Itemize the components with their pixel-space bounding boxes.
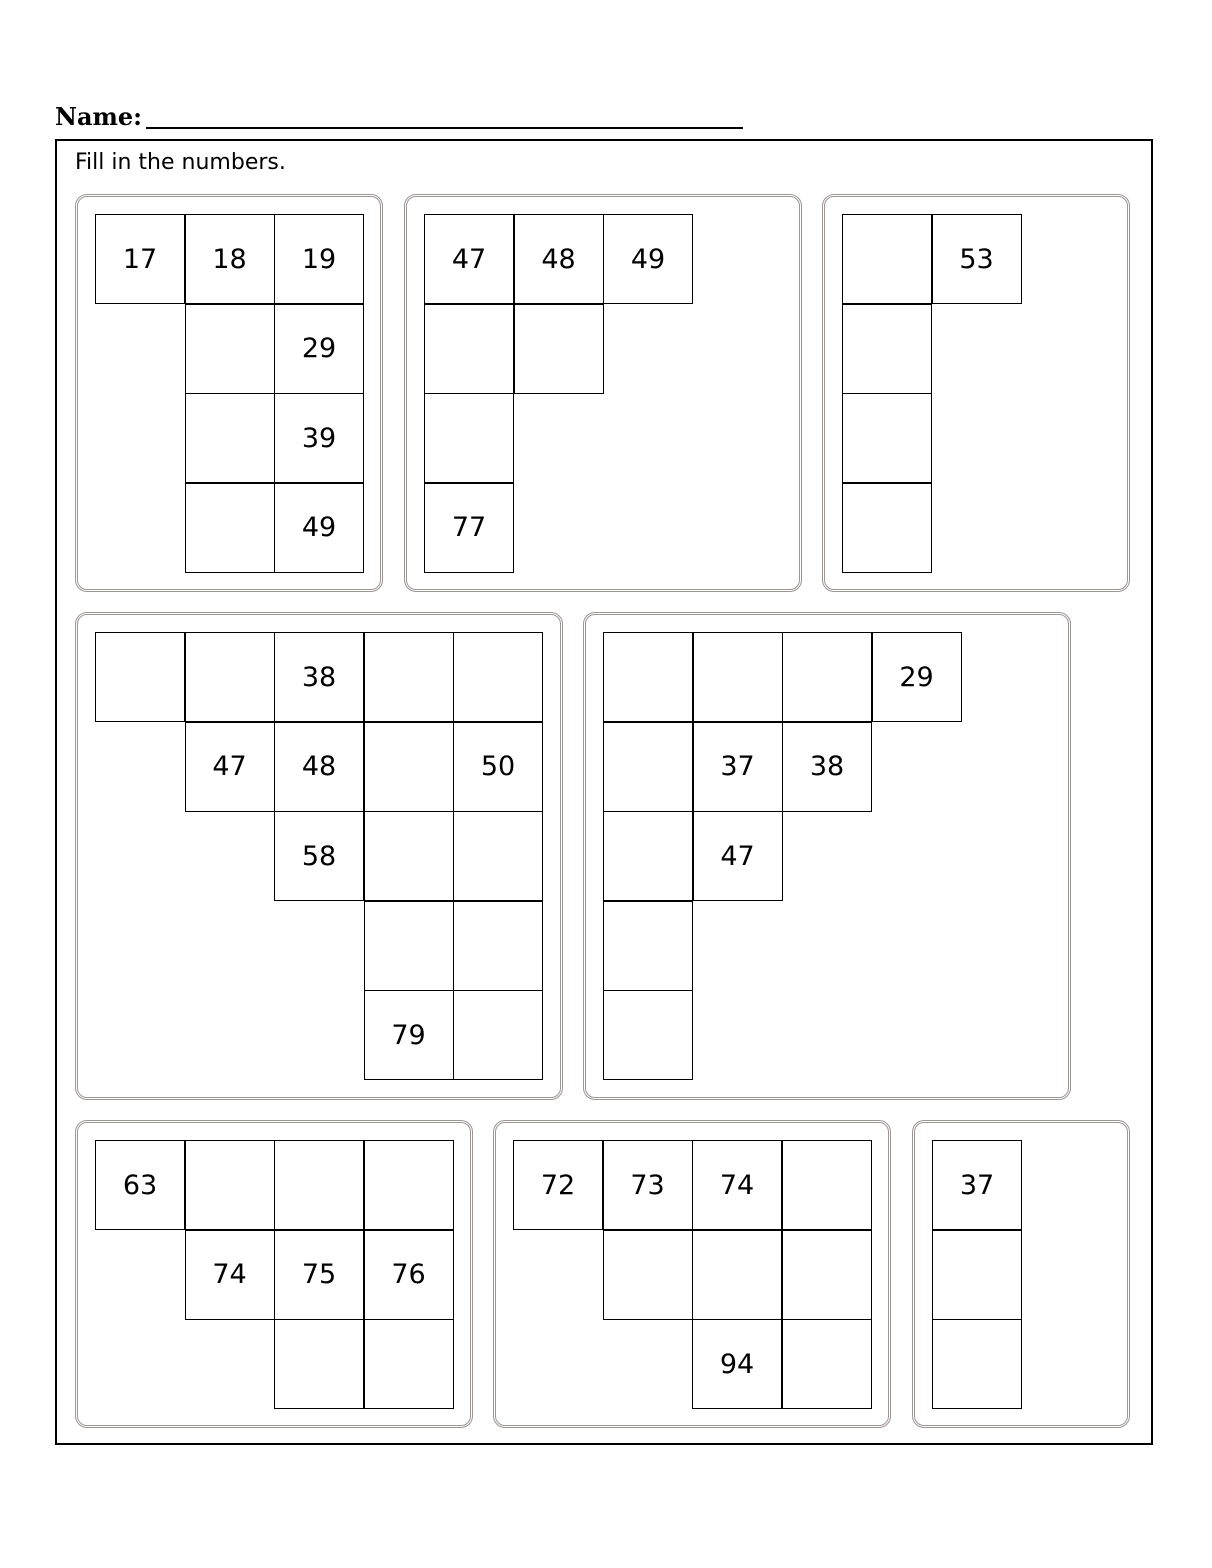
instructions: Fill in the numbers. bbox=[75, 150, 286, 175]
given-number-cell: 72 bbox=[513, 1140, 603, 1230]
blank-answer-cell[interactable] bbox=[424, 304, 514, 394]
blank-answer-cell[interactable] bbox=[842, 304, 932, 394]
given-number-cell: 17 bbox=[95, 214, 185, 304]
given-number-cell: 50 bbox=[453, 722, 543, 812]
blank-answer-cell[interactable] bbox=[185, 393, 275, 483]
blank-answer-cell[interactable] bbox=[364, 1140, 454, 1230]
blank-answer-cell[interactable] bbox=[453, 632, 543, 722]
given-number-cell: 37 bbox=[693, 722, 783, 812]
blank-answer-cell[interactable] bbox=[782, 1140, 872, 1230]
blank-answer-cell[interactable] bbox=[782, 1230, 872, 1320]
given-number-cell: 47 bbox=[424, 214, 514, 304]
given-number-cell: 29 bbox=[872, 632, 962, 722]
given-number-cell: 53 bbox=[932, 214, 1022, 304]
name-label: Name: bbox=[55, 102, 143, 131]
given-number-cell: 48 bbox=[274, 722, 364, 812]
blank-answer-cell[interactable] bbox=[453, 990, 543, 1080]
given-number-cell: 73 bbox=[603, 1140, 693, 1230]
given-number-cell: 58 bbox=[274, 811, 364, 901]
blank-answer-cell[interactable] bbox=[932, 1230, 1022, 1320]
blank-answer-cell[interactable] bbox=[603, 811, 693, 901]
blank-answer-cell[interactable] bbox=[603, 990, 693, 1080]
name-field-line[interactable] bbox=[146, 127, 743, 129]
blank-answer-cell[interactable] bbox=[842, 393, 932, 483]
blank-answer-cell[interactable] bbox=[842, 483, 932, 573]
blank-answer-cell[interactable] bbox=[932, 1319, 1022, 1409]
blank-answer-cell[interactable] bbox=[453, 811, 543, 901]
given-number-cell: 18 bbox=[185, 214, 275, 304]
given-number-cell: 75 bbox=[274, 1230, 364, 1320]
blank-answer-cell[interactable] bbox=[95, 632, 185, 722]
given-number-cell: 49 bbox=[603, 214, 693, 304]
given-number-cell: 49 bbox=[274, 483, 364, 573]
blank-answer-cell[interactable] bbox=[185, 1140, 275, 1230]
given-number-cell: 76 bbox=[364, 1230, 454, 1320]
blank-answer-cell[interactable] bbox=[693, 632, 783, 722]
blank-answer-cell[interactable] bbox=[274, 1319, 364, 1409]
given-number-cell: 38 bbox=[274, 632, 364, 722]
given-number-cell: 48 bbox=[514, 214, 604, 304]
given-number-cell: 37 bbox=[932, 1140, 1022, 1230]
blank-answer-cell[interactable] bbox=[274, 1140, 364, 1230]
name-row bbox=[55, 100, 755, 134]
blank-answer-cell[interactable] bbox=[692, 1230, 782, 1320]
blank-answer-cell[interactable] bbox=[364, 722, 454, 812]
given-number-cell: 19 bbox=[274, 214, 364, 304]
given-number-cell: 74 bbox=[185, 1230, 275, 1320]
blank-answer-cell[interactable] bbox=[782, 632, 872, 722]
given-number-cell: 38 bbox=[782, 722, 872, 812]
given-number-cell: 77 bbox=[424, 483, 514, 573]
given-number-cell: 63 bbox=[95, 1140, 185, 1230]
blank-answer-cell[interactable] bbox=[782, 1319, 872, 1409]
blank-answer-cell[interactable] bbox=[424, 393, 514, 483]
given-number-cell: 94 bbox=[692, 1319, 782, 1409]
blank-answer-cell[interactable] bbox=[453, 901, 543, 991]
blank-answer-cell[interactable] bbox=[185, 304, 275, 394]
blank-answer-cell[interactable] bbox=[603, 901, 693, 991]
blank-answer-cell[interactable] bbox=[842, 214, 932, 304]
blank-answer-cell[interactable] bbox=[185, 483, 275, 573]
given-number-cell: 47 bbox=[185, 722, 275, 812]
blank-answer-cell[interactable] bbox=[364, 632, 454, 722]
given-number-cell: 29 bbox=[274, 304, 364, 394]
blank-answer-cell[interactable] bbox=[514, 304, 604, 394]
given-number-cell: 47 bbox=[693, 811, 783, 901]
blank-answer-cell[interactable] bbox=[185, 632, 275, 722]
given-number-cell: 74 bbox=[692, 1140, 782, 1230]
blank-answer-cell[interactable] bbox=[364, 811, 454, 901]
blank-answer-cell[interactable] bbox=[603, 722, 693, 812]
blank-answer-cell[interactable] bbox=[603, 632, 693, 722]
blank-answer-cell[interactable] bbox=[364, 1319, 454, 1409]
given-number-cell: 79 bbox=[364, 990, 454, 1080]
blank-answer-cell[interactable] bbox=[364, 901, 454, 991]
blank-answer-cell[interactable] bbox=[603, 1230, 693, 1320]
given-number-cell: 39 bbox=[274, 393, 364, 483]
